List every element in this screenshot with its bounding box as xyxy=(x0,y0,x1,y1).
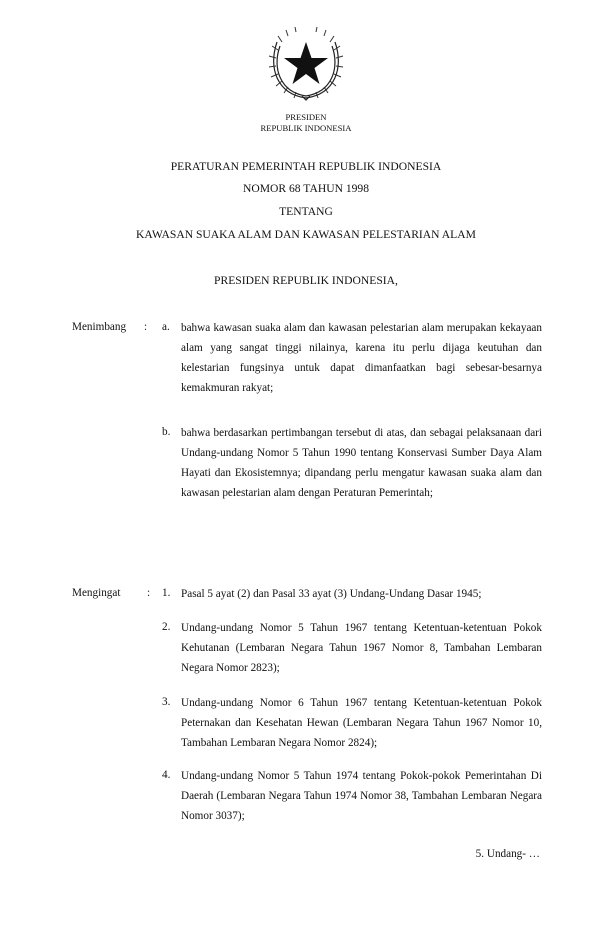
menimbang-item-b xyxy=(162,423,542,503)
menimbang-colon: : xyxy=(144,321,148,333)
mengingat-colon: : xyxy=(147,587,151,599)
item-text: Pasal 5 ayat (2) dan Pasal 33 ayat (3) Undang-Undang Dasar 1945; xyxy=(181,588,482,600)
office-line-republik: REPUBLIK INDONESIA xyxy=(260,123,352,133)
regulation-subject: KAWASAN SUAKA ALAM DAN KAWASAN PELESTARIAN ALAM xyxy=(136,228,476,241)
office-line-presiden: PRESIDEN xyxy=(285,112,327,122)
presidential-emblem-icon xyxy=(266,24,346,104)
item-text: Undang-undang Nomor 5 Tahun 1974 tentang Pokok-pokok Pemerintahan Di Daerah (Lembaran Negara Tahun 1974 Nomor 38, Tambahan Lembaran Negara Nomor 3037); xyxy=(181,770,542,822)
mengingat-item-1 xyxy=(162,584,542,604)
regulation-number: NOMOR 68 TAHUN 1998 xyxy=(242,182,370,195)
item-number: 3. xyxy=(162,696,171,708)
item-text: Undang-undang Nomor 5 Tahun 1967 tentang Ketentuan-ketentuan Pokok Kehutanan (Lembaran Negara Tahun 1967 Nomor 8, Tambahan Lembaran Negara Nomor 2823); xyxy=(181,622,542,674)
item-text: bahwa kawasan suaka alam dan kawasan pelestarian alam merupakan kekayaan alam yang sangat tinggi nilainya, karena itu perlu dijaga keutuhan dan kelestarian fungsinya untuk dapat dimanfaatkan bagi sebesar-besarnya kemakmuran rakyat; xyxy=(181,322,542,394)
item-text: Undang-undang Nomor 6 Tahun 1967 tentang Ketentuan-ketentuan Pokok Peternakan dan Kesehatan Hewan (Lembaran Negara Tahun 1967 Nomor 10, Tambahan Lembaran Negara Nomor 2824); xyxy=(181,697,542,749)
regulation-title: PERATURAN PEMERINTAH REPUBLIK INDONESIA xyxy=(170,160,442,173)
item-number: 2. xyxy=(162,621,171,633)
item-number: a. xyxy=(162,321,170,333)
mengingat-item-4 xyxy=(162,766,542,826)
item-number: 1. xyxy=(162,587,171,599)
enacting-authority: PRESIDEN REPUBLIK INDONESIA, xyxy=(214,274,398,287)
continuation-marker: 5. Undang- … xyxy=(475,848,540,860)
mengingat-item-3 xyxy=(162,693,542,753)
menimbang-item-a xyxy=(162,318,542,398)
mengingat-label: Mengingat xyxy=(72,587,121,599)
menimbang-label: Menimbang xyxy=(72,321,127,333)
regulation-tentang: TENTANG xyxy=(279,205,333,218)
item-text: bahwa berdasarkan pertimbangan tersebut di atas, dan sebagai pelaksanaan dari Undang-undang Nomor 5 Tahun 1990 tentang Konservasi Sumber Daya Alam Hayati dan Ekosistemnya; dipandang perlu mengatur kawasan suaka alam dan kawasan pelestarian alam dengan Peraturan Pemerintah; xyxy=(181,427,542,499)
item-number: b. xyxy=(162,426,171,438)
item-number: 4. xyxy=(162,769,171,781)
mengingat-item-2 xyxy=(162,618,542,678)
